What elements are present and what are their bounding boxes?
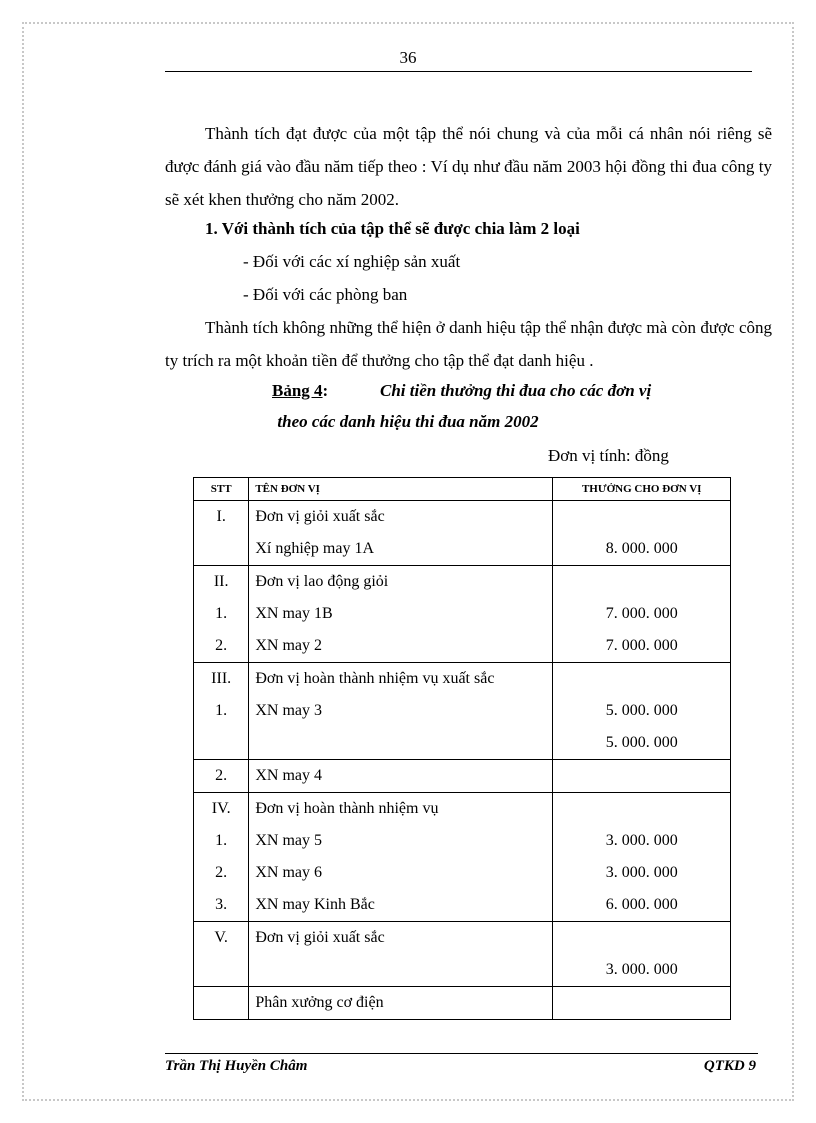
table-cell-amounts bbox=[553, 663, 731, 760]
table-header-row bbox=[194, 478, 731, 501]
paragraph-1-text: Thành tích đạt được của một tập thể nói chung và của mỗi cá nhân nói riêng sẽ được đánh giá vào đầu năm tiếp theo : Ví dụ như đầu năm 2003 hội đồng thi đua công ty sẽ xét khen thưởng cho năm 2002. bbox=[165, 124, 772, 209]
cell-line-amounts bbox=[553, 922, 730, 954]
cell-line-amounts bbox=[553, 987, 730, 1019]
paragraph-1 bbox=[165, 117, 772, 216]
table-row bbox=[194, 922, 731, 987]
header-unit-name: TÊN ĐƠN VỊ bbox=[249, 478, 553, 501]
cell-line-names: Đơn vị hoàn thành nhiệm vụ bbox=[255, 800, 439, 817]
cell-line-names: XN may 4 bbox=[255, 767, 322, 784]
table-row bbox=[194, 663, 731, 760]
cell-line-amounts: 3. 000. 000 bbox=[605, 864, 678, 881]
cell-line-amounts: 3. 000. 000 bbox=[605, 832, 678, 849]
table-caption-label bbox=[272, 381, 328, 401]
cell-line-amounts: 6. 000. 000 bbox=[605, 896, 678, 913]
cell-line-stt: 1. bbox=[215, 605, 228, 622]
table-cell-names bbox=[249, 922, 553, 987]
table-row bbox=[194, 566, 731, 663]
table-cell-amounts bbox=[553, 501, 731, 566]
table-cell-amounts bbox=[553, 566, 731, 663]
cell-line-amounts bbox=[553, 501, 730, 533]
table-cell-names bbox=[249, 793, 553, 922]
cell-line-amounts bbox=[553, 663, 730, 695]
cell-line-names: XN may Kinh Bắc bbox=[255, 896, 375, 913]
cell-line-stt: 2. bbox=[215, 864, 228, 881]
cell-line-amounts: 5. 000. 000 bbox=[605, 734, 678, 751]
cell-line-stt: 1. bbox=[215, 702, 228, 719]
page-number: 36 bbox=[399, 48, 417, 67]
cell-line-stt: III. bbox=[211, 670, 232, 687]
cell-line-names bbox=[249, 727, 552, 759]
header-reward: THƯỞNG CHO ĐƠN VỊ bbox=[553, 478, 731, 501]
header-stt: STT bbox=[194, 478, 249, 501]
cell-line-stt bbox=[194, 987, 248, 1019]
table-label: Bảng 4 bbox=[272, 381, 323, 400]
cell-line-stt: V. bbox=[214, 929, 228, 946]
table-cell-amounts bbox=[553, 922, 731, 987]
cell-line-names: Xí nghiệp may 1A bbox=[255, 540, 374, 557]
unit-note: Đơn vị tính: đồng bbox=[548, 446, 669, 465]
paragraph-2 bbox=[165, 311, 772, 377]
cell-line-amounts: 8. 000. 000 bbox=[605, 540, 678, 557]
cell-line-amounts bbox=[553, 760, 730, 792]
table-cell-stt bbox=[194, 922, 249, 987]
cell-line-names: Phân xưởng cơ điện bbox=[255, 994, 384, 1011]
table-caption-title: Chi tiền thưởng thi đua cho các đơn vị bbox=[380, 381, 652, 400]
cell-line-stt: 1. bbox=[215, 832, 228, 849]
cell-line-amounts: 7. 000. 000 bbox=[605, 605, 678, 622]
cell-line-stt: 3. bbox=[215, 896, 228, 913]
cell-line-stt bbox=[194, 954, 248, 986]
table-label-separator: : bbox=[322, 381, 329, 400]
cell-line-names: Đơn vị giỏi xuất sắc bbox=[255, 929, 385, 946]
table-cell-names bbox=[249, 760, 553, 793]
table-cell-stt bbox=[194, 793, 249, 922]
table-row bbox=[194, 760, 731, 793]
footer-author: Trần Thị Huyền Châm bbox=[165, 1058, 308, 1074]
table-cell-stt bbox=[194, 663, 249, 760]
footer-rule bbox=[165, 1053, 758, 1054]
table-cell-amounts bbox=[553, 760, 731, 793]
cell-line-amounts: 5. 000. 000 bbox=[605, 702, 678, 719]
cell-line-stt bbox=[194, 533, 248, 565]
cell-line-stt: 2. bbox=[215, 767, 228, 784]
cell-line-stt: I. bbox=[216, 508, 226, 525]
table-row bbox=[194, 501, 731, 566]
table-cell-stt bbox=[194, 987, 249, 1020]
table-cell-names bbox=[249, 987, 553, 1020]
table-body bbox=[194, 501, 731, 1020]
cell-line-amounts bbox=[553, 566, 730, 598]
table-cell-stt bbox=[194, 501, 249, 566]
cell-line-amounts: 3. 000. 000 bbox=[605, 961, 678, 978]
cell-line-names bbox=[249, 954, 552, 986]
bullet-item: - Đối với các xí nghiệp sản xuất bbox=[243, 252, 461, 271]
table-cell-names bbox=[249, 663, 553, 760]
cell-line-stt: II. bbox=[213, 573, 229, 590]
reward-table bbox=[193, 477, 731, 1020]
table-cell-amounts bbox=[553, 793, 731, 922]
cell-line-stt: IV. bbox=[211, 800, 231, 817]
cell-line-names: Đơn vị giỏi xuất sắc bbox=[255, 508, 385, 525]
cell-line-names: XN may 1B bbox=[255, 605, 333, 622]
paragraph-2-text: Thành tích không những thể hiện ở danh hiệu tập thể nhận được mà còn được công ty trích ra một khoản tiền để thưởng cho tập thể đạt danh hiệu . bbox=[165, 318, 772, 370]
cell-line-stt: 2. bbox=[215, 637, 228, 654]
header-rule bbox=[165, 71, 752, 72]
table-cell-names bbox=[249, 566, 553, 663]
cell-line-names: XN may 3 bbox=[255, 702, 322, 719]
table-cell-stt bbox=[194, 760, 249, 793]
cell-line-stt bbox=[194, 727, 248, 759]
footer-class: QTKD 9 bbox=[703, 1058, 756, 1074]
section-heading-1: 1. Với thành tích của tập thể sẽ được chia làm 2 loại bbox=[205, 219, 580, 238]
cell-line-names: XN may 6 bbox=[255, 864, 322, 881]
cell-line-names: Đơn vị hoàn thành nhiệm vụ xuất sắc bbox=[255, 670, 495, 687]
table-cell-stt bbox=[194, 566, 249, 663]
table-caption-subtitle: theo các danh hiệu thi đua năm 2002 bbox=[277, 412, 539, 431]
cell-line-amounts bbox=[553, 793, 730, 825]
table-row bbox=[194, 793, 731, 922]
table-cell-names bbox=[249, 501, 553, 566]
cell-line-names: XN may 2 bbox=[255, 637, 322, 654]
bullet-item: - Đối với các phòng ban bbox=[243, 285, 408, 304]
cell-line-names: Đơn vị lao động giỏi bbox=[255, 573, 389, 590]
table-row bbox=[194, 987, 731, 1020]
table-cell-amounts bbox=[553, 987, 731, 1020]
cell-line-amounts: 7. 000. 000 bbox=[605, 637, 678, 654]
cell-line-names: XN may 5 bbox=[255, 832, 322, 849]
